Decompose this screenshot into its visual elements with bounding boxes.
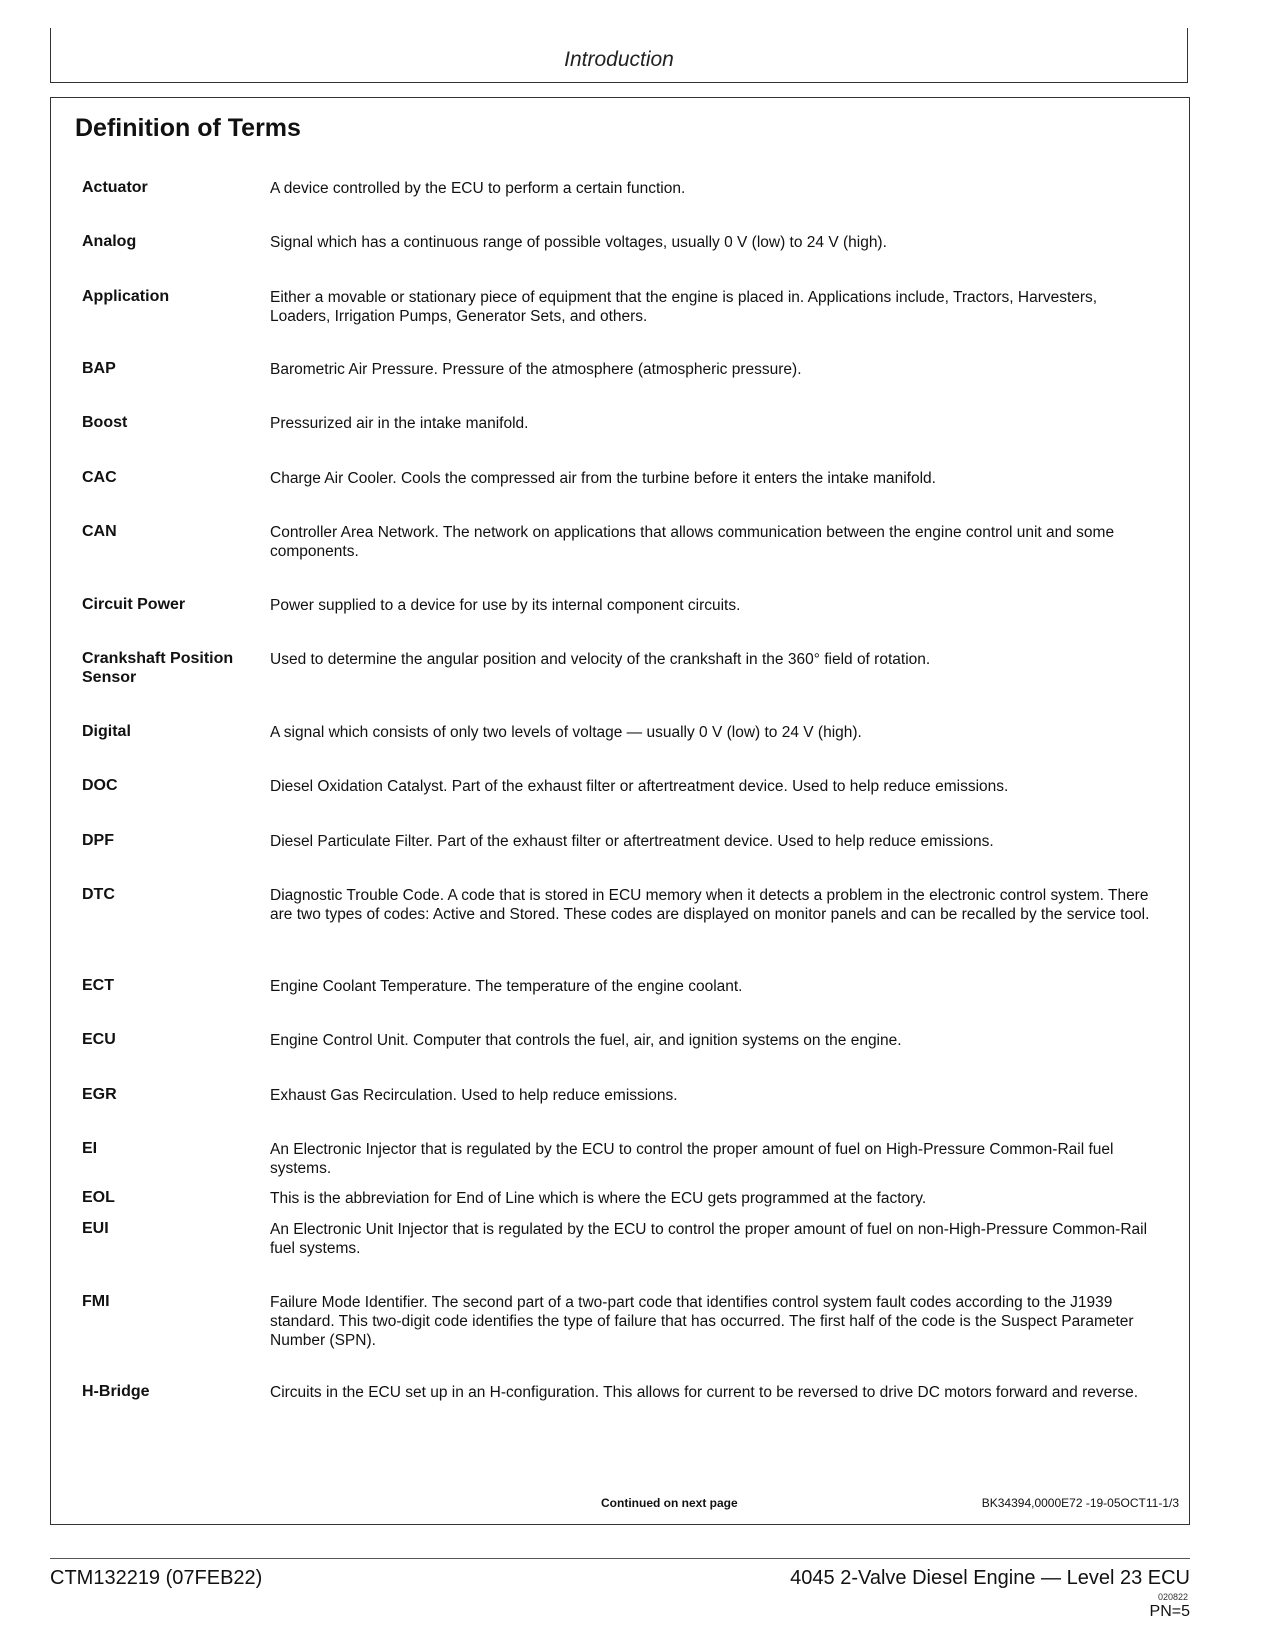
term-label: CAN <box>82 523 117 540</box>
term-label: DOC <box>82 777 118 794</box>
term-label: Application <box>82 288 170 305</box>
term-definition: Diesel Oxidation Catalyst. Part of the exhaust filter or aftertreatment device. Used to help reduce emissions. <box>270 778 1009 795</box>
term-definition: Barometric Air Pressure. Pressure of the atmosphere (atmospheric pressure). <box>270 361 802 378</box>
manual-id: CTM132219 (07FEB22) <box>50 1567 263 1589</box>
term-label: DPF <box>82 832 114 849</box>
term-label: EI <box>82 1140 98 1157</box>
term-definition: Pressurized air in the intake manifold. <box>270 415 529 432</box>
term-label: Circuit Power <box>82 596 186 613</box>
page-title: Definition of Terms <box>75 114 301 142</box>
footer-divider <box>50 1558 1190 1559</box>
term-definition: Exhaust Gas Recirculation. Used to help reduce emissions. <box>270 1087 678 1104</box>
term-label: H-Bridge <box>82 1383 150 1400</box>
section-name: Introduction <box>564 48 674 71</box>
page-number: PN=5 <box>1149 1603 1190 1620</box>
term-label: Digital <box>82 723 131 740</box>
term-label: Analog <box>82 233 137 250</box>
term-definition: Charge Air Cooler. Cools the compressed air from the turbine before it enters the intake manifold. <box>270 470 936 487</box>
term-definition: An Electronic Injector that is regulated by the ECU to control the proper amount of fuel on High-Pressure Common-Rail fuel systems. <box>270 1141 1114 1177</box>
term-label: DTC <box>82 886 115 903</box>
term-definition: An Electronic Unit Injector that is regulated by the ECU to control the proper amount of fuel on non-High-Pressure Common-Rail fuel systems. <box>270 1221 1148 1257</box>
term-definition: Engine Coolant Temperature. The temperature of the engine coolant. <box>270 978 743 995</box>
term-definition: Diagnostic Trouble Code. A code that is stored in ECU memory when it detects a problem in the electronic control system. There are two types of codes: Active and Stored. These codes are displayed on monitor panels and can be recalled by the service tool. <box>270 887 1150 923</box>
term-label: BAP <box>82 360 116 377</box>
term-label: FMI <box>82 1293 110 1310</box>
term-definition: Either a movable or stationary piece of equipment that the engine is placed in. Applications include, Tractors, Harvesters, Loaders, Irrigation Pumps, Generator Sets, and others. <box>270 289 1098 325</box>
term-label: Crankshaft Position Sensor <box>82 650 234 686</box>
term-definition: Signal which has a continuous range of possible voltages, usually 0 V (low) to 24 V (high). <box>270 234 887 251</box>
page-header <box>50 28 1188 83</box>
term-label: EGR <box>82 1086 117 1103</box>
term-definition: A device controlled by the ECU to perform a certain function. <box>270 180 686 197</box>
definition-panel <box>50 97 1190 1525</box>
term-label: EOL <box>82 1189 115 1206</box>
term-definition: Used to determine the angular position and velocity of the crankshaft in the 360° field of rotation. <box>270 651 931 668</box>
document-reference: BK34394,0000E72 -19-05OCT11-1/3 <box>981 1496 1179 1510</box>
term-definition: This is the abbreviation for End of Line which is where the ECU gets programmed at the factory. <box>270 1190 927 1207</box>
term-label: Actuator <box>82 179 148 196</box>
continued-note: Continued on next page <box>601 1496 738 1510</box>
term-definition: Engine Control Unit. Computer that controls the fuel, air, and ignition systems on the engine. <box>270 1032 902 1049</box>
manual-title: 4045 2-Valve Diesel Engine — Level 23 ECU <box>790 1567 1190 1589</box>
term-label: Boost <box>82 414 128 431</box>
term-definition: Power supplied to a device for use by its internal component circuits. <box>270 597 741 614</box>
term-label: CAC <box>82 469 117 486</box>
term-definition: Circuits in the ECU set up in an H-configuration. This allows for current to be reversed to drive DC motors forward and reverse. <box>270 1384 1139 1401</box>
term-definition: Controller Area Network. The network on applications that allows communication between the engine control unit and some components. <box>270 524 1115 560</box>
term-label: ECU <box>82 1031 116 1048</box>
term-label: ECT <box>82 977 114 994</box>
term-definition: Failure Mode Identifier. The second part of a two-part code that identifies control system fault codes according to the J1939 standard. This two-digit code identifies the type of failure that has occurred. The first half of the code is the Suspect Parameter Number (SPN). <box>270 1294 1134 1349</box>
term-definition: A signal which consists of only two levels of voltage — usually 0 V (low) to 24 V (high). <box>270 724 862 741</box>
footer-code: 020822 <box>1157 1592 1188 1602</box>
term-label: EUI <box>82 1220 109 1237</box>
term-definition: Diesel Particulate Filter. Part of the exhaust filter or aftertreatment device. Used to help reduce emissions. <box>270 833 994 850</box>
